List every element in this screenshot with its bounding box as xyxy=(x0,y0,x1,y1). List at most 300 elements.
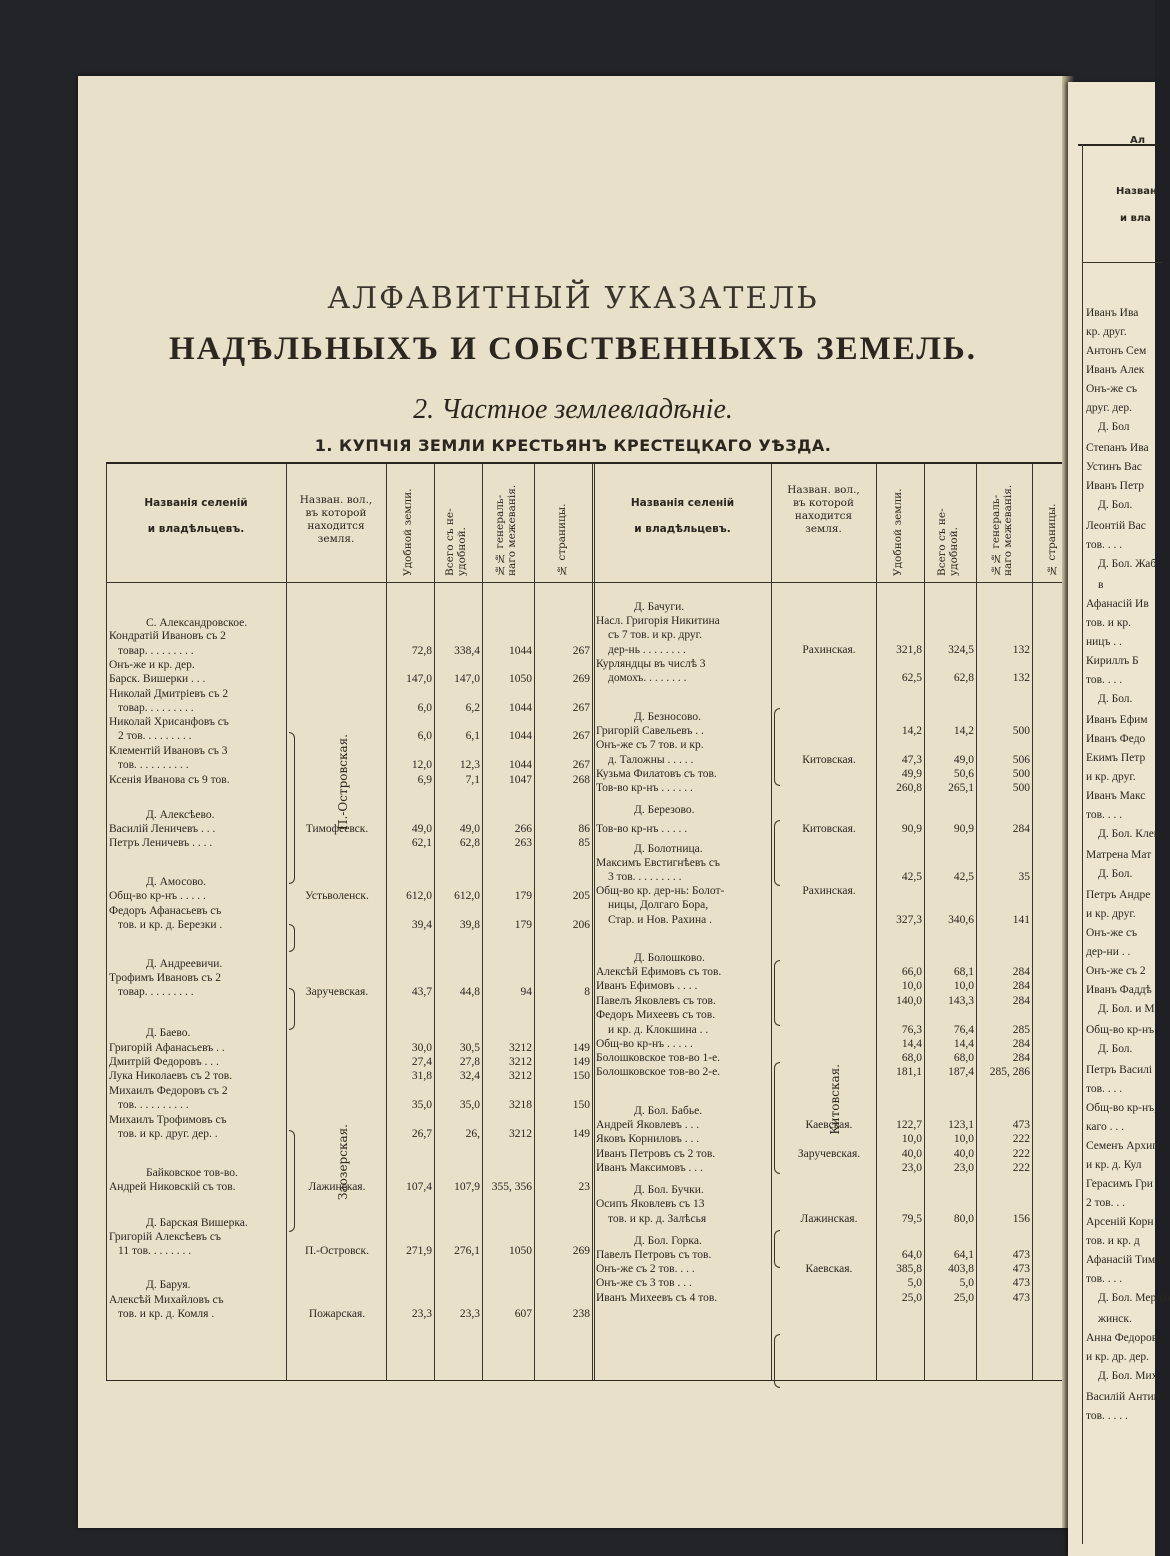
entry-udob: 14,2 xyxy=(901,725,922,737)
entry-volost: Китовская. xyxy=(802,754,856,766)
entry-name: Тов-во кр-нъ . . . . . . xyxy=(596,782,693,794)
next-page-line: и кр. др. дер. xyxy=(1086,1351,1150,1363)
next-page-line: Д. Бол. xyxy=(1098,1043,1133,1055)
entry-name: Трофимъ Ивановъ съ 2 xyxy=(109,972,222,984)
next-page-line: тов. . . . xyxy=(1086,674,1123,686)
entry-mezh: 94 xyxy=(520,986,532,998)
next-page-line: Д. Бол xyxy=(1098,421,1130,433)
entry-udob: 23,3 xyxy=(411,1308,432,1320)
entry-page: 267 xyxy=(572,759,590,771)
entry-name: тов. и кр. д. Комля . xyxy=(118,1308,215,1320)
entry-mezh: 263 xyxy=(514,837,532,849)
entry-vsego: 30,5 xyxy=(459,1042,480,1054)
entry-vsego: 6,1 xyxy=(465,730,480,742)
entry-volost: Устьволенск. xyxy=(305,890,369,902)
brace xyxy=(289,924,295,952)
entry-udob: 6,9 xyxy=(417,774,432,786)
entry-page: 267 xyxy=(572,645,590,657)
entry-name: товар. . . . . . . . . xyxy=(118,645,194,657)
entry-name: Онъ-же съ 7 тов. и кр. xyxy=(596,739,704,751)
entry-page: 238 xyxy=(572,1308,590,1320)
next-page-line: Афанасій Тимо xyxy=(1086,1254,1161,1266)
next-page-line: Иванъ Ефим xyxy=(1086,714,1148,726)
entry-name: Петръ Леничевъ . . . . xyxy=(109,837,213,849)
section-title: 2. Частное землевладѣніе. xyxy=(413,394,733,425)
entry-page: 150 xyxy=(572,1070,590,1082)
entry-name: Андрей Никовскій съ тов. xyxy=(109,1181,236,1193)
entry-name: Григорій Савельевъ . . xyxy=(596,725,704,737)
entry-name: С. Александровское. xyxy=(146,617,248,629)
entry-name: товар. . . . . . . . . xyxy=(118,702,194,714)
entry-udob: 23,0 xyxy=(901,1162,922,1174)
entry-vsego: 340,6 xyxy=(948,914,974,926)
entry-vsego: 49,0 xyxy=(459,823,480,835)
entry-page: 205 xyxy=(572,890,590,902)
next-page-line: Иванъ Петр xyxy=(1086,480,1144,492)
header-str: № страницы. xyxy=(556,503,568,576)
entry-udob: 31,8 xyxy=(411,1070,432,1082)
entry-mezh: 473 xyxy=(1012,1249,1030,1261)
entry-mezh: 1044 xyxy=(509,759,532,771)
header-str-right: № страницы. xyxy=(1046,503,1058,576)
brace xyxy=(289,988,295,1030)
header-vsego: Всего съ не-удобной. xyxy=(444,508,468,576)
entry-udob: 140,0 xyxy=(896,995,922,1007)
entry-mezh: 473 xyxy=(1012,1263,1030,1275)
entry-udob: 64,0 xyxy=(901,1249,922,1261)
entry-name: Насл. Григорія Никитина xyxy=(596,615,720,627)
entry-udob: 79,5 xyxy=(901,1213,922,1225)
entry-volost: Лажинская. xyxy=(800,1213,858,1225)
next-page-line: Леонтій Вас xyxy=(1086,520,1146,532)
entry-name: тов. . . . . . . . . . xyxy=(118,759,189,771)
entry-page: 269 xyxy=(572,673,590,685)
entry-name: Яковъ Корниловъ . . . xyxy=(596,1133,700,1145)
entry-mezh: 284 xyxy=(1012,1038,1030,1050)
entry-volost: Рахинская. xyxy=(802,644,856,656)
volost-zaozer-label: Заозерская. xyxy=(336,1124,350,1200)
entry-name: Онъ-же и кр. дер. xyxy=(109,659,195,671)
entry-vsego: 7,1 xyxy=(465,774,480,786)
entry-udob: 47,3 xyxy=(901,754,922,766)
entry-udob: 122,7 xyxy=(896,1119,922,1131)
entry-udob: 385,8 xyxy=(896,1263,922,1275)
entry-name: Д. Андреевичи. xyxy=(146,958,223,970)
brace xyxy=(774,708,780,786)
next-page-line: Арсеній Корн xyxy=(1086,1216,1154,1228)
entry-mezh: 132 xyxy=(1012,644,1030,656)
entry-vsego: 612,0 xyxy=(454,890,480,902)
entry-name: Д. Болошково. xyxy=(634,952,705,964)
header-udob-right: Удобной земли. xyxy=(892,488,904,576)
header-vsego-right: Всего съ не-удобной. xyxy=(936,508,960,576)
entry-udob: 260,8 xyxy=(896,782,922,794)
entry-vsego: 143,3 xyxy=(948,995,974,1007)
entry-name: Максимъ Евстигнѣевъ съ xyxy=(596,857,720,869)
next-page-line: Д. Бол. Клен xyxy=(1098,828,1160,840)
entry-udob: 14,4 xyxy=(901,1038,922,1050)
entry-name: Д. Березово. xyxy=(634,804,695,816)
entry-vsego: 6,2 xyxy=(465,702,480,714)
entry-name: Стар. и Нов. Рахина . xyxy=(608,914,712,926)
entry-udob: 66,0 xyxy=(901,966,922,978)
entry-name: тов. . . . . . . . . . xyxy=(118,1099,189,1111)
entry-name: Клементій Ивановъ съ 3 xyxy=(109,745,228,757)
entry-name: Алексѣй Михайловъ съ xyxy=(109,1294,224,1306)
entry-name: Д. Амосово. xyxy=(146,876,207,888)
entry-udob: 10,0 xyxy=(901,980,922,992)
entry-mezh: 607 xyxy=(514,1308,532,1320)
entry-udob: 147,0 xyxy=(406,673,432,685)
brace xyxy=(774,960,780,1026)
entry-name: Николай Дмитріевъ съ 2 xyxy=(109,688,229,700)
entry-mezh: 3212 xyxy=(509,1042,532,1054)
entry-udob: 12,0 xyxy=(411,759,432,771)
entry-vsego: 80,0 xyxy=(953,1213,974,1225)
entry-volost: Лажинская. xyxy=(308,1181,366,1193)
next-page-line: Иванъ Федо xyxy=(1086,733,1146,745)
entry-mezh: 3212 xyxy=(509,1128,532,1140)
entry-name: Федоръ Афанасьевъ съ xyxy=(109,905,222,917)
entry-name: Павелъ Яковлевъ съ тов. xyxy=(596,995,716,1007)
page-title: АЛФАВИТНЫЙ УКАЗАТЕЛЬ xyxy=(327,281,819,316)
entry-name: Федоръ Михеевъ съ тов. xyxy=(596,1009,716,1021)
entry-udob: 612,0 xyxy=(406,890,432,902)
next-page-line: Герасимъ Гри xyxy=(1086,1178,1153,1190)
next-page-line: Анна Федоров xyxy=(1086,1332,1158,1344)
entry-name: Онъ-же съ 3 тов . . . xyxy=(596,1277,692,1289)
entry-name: Василій Леничевъ . . . xyxy=(109,823,216,835)
next-page-line: тов. . . . . xyxy=(1086,1410,1128,1422)
next-page-line: и кр. друг. xyxy=(1086,771,1136,783)
entry-name: Иванъ Ефимовъ . . . . xyxy=(596,980,698,992)
entry-vsego: 39,8 xyxy=(459,919,480,931)
entry-mezh: 284 xyxy=(1012,995,1030,1007)
next-page-line: друг. дер. xyxy=(1086,402,1132,414)
entry-mezh: 473 xyxy=(1012,1119,1030,1131)
entry-mezh: 1044 xyxy=(509,645,532,657)
next-page-line: Д. Бол. Мерлю xyxy=(1098,1292,1170,1304)
entry-page: 269 xyxy=(572,1245,590,1257)
next-page-line: тов. . . . xyxy=(1086,539,1123,551)
entry-name: Общ-во кр-нъ . . . . . xyxy=(596,1038,693,1050)
subsection-title: 1. КУПЧІЯ ЗЕМЛИ КРЕСТЬЯНЪ КРЕСТЕЦКАГО УѢЗДА. xyxy=(314,436,832,455)
index-table xyxy=(106,462,1066,1381)
entry-vsego: 338,4 xyxy=(454,645,480,657)
entry-volost: Каевская. xyxy=(805,1263,853,1275)
entry-mezh: 132 xyxy=(1012,672,1030,684)
entry-mezh: 266 xyxy=(514,823,532,835)
next-page-line: Матрена Мат xyxy=(1086,849,1152,861)
entry-vsego: 5,0 xyxy=(959,1277,974,1289)
next-page-line: и кр. д. Кул xyxy=(1086,1159,1142,1171)
entry-vsego: 32,4 xyxy=(459,1070,480,1082)
entry-vsego: 49,0 xyxy=(953,754,974,766)
entry-vsego: 403,8 xyxy=(948,1263,974,1275)
entry-mezh: 156 xyxy=(1012,1213,1030,1225)
entry-name: Ксенія Иванова съ 9 тов. xyxy=(109,774,230,786)
entry-udob: 181,1 xyxy=(896,1066,922,1078)
entry-vsego: 64,1 xyxy=(953,1249,974,1261)
entry-vsego: 123,1 xyxy=(948,1119,974,1131)
entry-udob: 49,0 xyxy=(411,823,432,835)
entry-vsego: 68,0 xyxy=(953,1052,974,1064)
entry-name: Михаилъ Федоровъ съ 2 xyxy=(109,1085,228,1097)
entry-mezh: 1044 xyxy=(509,730,532,742)
next-page-line: тов. . . . xyxy=(1086,809,1123,821)
entry-mezh: 3212 xyxy=(509,1070,532,1082)
next-page-line: жинск. xyxy=(1098,1313,1132,1325)
entry-name: Павелъ Петровъ съ тов. xyxy=(596,1249,712,1261)
entry-page: 150 xyxy=(572,1099,590,1111)
entry-page: 206 xyxy=(572,919,590,931)
entry-page: 149 xyxy=(572,1128,590,1140)
entry-mezh: 35 xyxy=(1018,871,1030,883)
entry-mezh: 473 xyxy=(1012,1292,1030,1304)
entry-vsego: 42,5 xyxy=(953,871,974,883)
entry-name: Дмитрій Федоровъ . . . xyxy=(109,1056,219,1068)
next-page-line: Петръ Андре xyxy=(1086,889,1151,901)
entry-mezh: 284 xyxy=(1012,966,1030,978)
entry-volost: Заручевская. xyxy=(305,986,369,998)
next-page-line: Д. Бол. xyxy=(1098,499,1133,511)
entry-name: Болошковское тов-во 1-е. xyxy=(596,1052,721,1064)
entry-volost: Каевская. xyxy=(805,1119,853,1131)
volost-ostrov-label: П.-Островская. xyxy=(336,734,350,830)
entry-page: 267 xyxy=(572,730,590,742)
entry-udob: 68,0 xyxy=(901,1052,922,1064)
next-page-line: Д. Бол. xyxy=(1098,868,1133,880)
entry-mezh: 222 xyxy=(1012,1148,1030,1160)
entry-name: тов. и кр. д. Залѣсья xyxy=(608,1213,707,1225)
next-page-line: Онъ-же съ 2 xyxy=(1086,965,1146,977)
next-page-line: в xyxy=(1098,579,1104,591)
entry-name: Николай Хрисанфовъ съ xyxy=(109,716,229,728)
next-page-line: 2 тов. . . xyxy=(1086,1197,1126,1209)
entry-name: Иванъ Петровъ съ 2 тов. xyxy=(596,1148,716,1160)
entry-udob: 39,4 xyxy=(411,919,432,931)
next-page-line: тов. . . . xyxy=(1086,1273,1123,1285)
entry-page: 149 xyxy=(572,1042,590,1054)
next-page-line: тов. и кр. xyxy=(1086,617,1132,629)
entry-name: Д. Бачуги. xyxy=(634,601,685,613)
entry-udob: 30,0 xyxy=(411,1042,432,1054)
entry-mezh: 500 xyxy=(1012,768,1030,780)
entry-volost: Китовская. xyxy=(802,823,856,835)
entry-name: Лука Николаевъ съ 2 тов. xyxy=(109,1070,233,1082)
header-names-right: Названія селеній и владѣльцевъ. xyxy=(630,497,735,535)
entry-vsego: 147,0 xyxy=(454,673,480,685)
entry-volost: П.-Островск. xyxy=(304,1245,369,1257)
next-page-line: Петръ Василі xyxy=(1086,1064,1153,1076)
entry-mezh: 222 xyxy=(1012,1133,1030,1145)
header-udob: Удобной земли. xyxy=(402,488,414,576)
entry-udob: 27,4 xyxy=(411,1056,432,1068)
entry-udob: 35,0 xyxy=(411,1099,432,1111)
entry-volost: Заручевская. xyxy=(797,1148,861,1160)
page-subtitle: НАДѢЛЬНЫХЪ И СОБСТВЕННЫХЪ ЗЕМЕЛЬ. xyxy=(169,331,977,367)
entry-page: 267 xyxy=(572,702,590,714)
entry-page: 149 xyxy=(572,1056,590,1068)
next-page-fragment: Ал Назван и вла Иванъ Ива кр. друг. Антонъ Сем Иванъ Алек Онъ-же съ друг. дер. Д. Бол Степанъ Ива Устинъ Вас Иванъ Петр Д. Бол. Леонтій Вас тов. . . . Д. Бол. Жаб в Афанасій Ив тов. и кр. ницъ . . Кириллъ Б тов. . . . Д. Бол. Иванъ Ефим Иванъ Федо Екимъ Петр и кр. друг. Иванъ Макс тов. . . . Д. Бол. Клен Матрена Мат Д. Бол. Петръ Андре и кр. друг. Онъ-же съ дер-ни . . Онъ-же съ 2 Иванъ Фаддѣ Д. Бол. и М Общ-во кр-нъ Д. Бол. Петръ Василі тов. . . . Общ-во кр-нъ, каго . . . Семенъ Архип и кр. д. Кул Герасимъ Гри 2 тов. . . Арсеній Корн тов. и кр. д Афанасій Тимо тов. . . . Д. Бол. Мерлю жинск. Анна Федоров и кр. др. дер. Д. Бол. Мих Василій Антип тов. . . . . xyxy=(1068,82,1155,1556)
brace xyxy=(774,1334,780,1388)
entry-mezh: 3218 xyxy=(509,1099,532,1111)
next-page-line: Кириллъ Б xyxy=(1086,655,1139,667)
next-page-line: Общ-во кр-нъ, xyxy=(1086,1102,1157,1114)
entry-name: Байковское тов-во. xyxy=(146,1167,238,1179)
brace xyxy=(289,732,295,884)
entry-page: 85 xyxy=(578,837,590,849)
next-page-line: Иванъ Фаддѣ xyxy=(1086,984,1152,996)
entry-mezh: 284 xyxy=(1012,823,1030,835)
entry-name: Д. Баево. xyxy=(146,1027,191,1039)
entry-name: Д. Барская Вишерка. xyxy=(146,1217,248,1229)
entry-volost: Рахинская. xyxy=(802,885,856,897)
next-page-line: Афанасій Ив xyxy=(1086,598,1149,610)
entry-name: и кр. д. Клокшина . . xyxy=(608,1024,709,1036)
next-page-line: каго . . . xyxy=(1086,1121,1124,1133)
entry-vsego: 10,0 xyxy=(953,980,974,992)
entry-volost: Пожарская. xyxy=(308,1308,366,1320)
next-page-line: Степанъ Ива xyxy=(1086,442,1149,454)
entry-mezh: 1044 xyxy=(509,702,532,714)
entry-vsego: 276,1 xyxy=(454,1245,480,1257)
entry-udob: 6,0 xyxy=(417,702,432,714)
next-page-line: Иванъ Ива xyxy=(1086,307,1139,319)
entry-udob: 40,0 xyxy=(901,1148,922,1160)
entry-name: Григорій Алексѣевъ съ xyxy=(109,1231,221,1243)
entry-mezh: 500 xyxy=(1012,725,1030,737)
entry-mezh: 179 xyxy=(514,890,532,902)
entry-page: 86 xyxy=(578,823,590,835)
entry-name: съ 7 тов. и кр. друг. xyxy=(608,629,702,641)
entry-name: Андрей Яковлевъ . . . xyxy=(596,1119,700,1131)
next-page-line: Д. Бол. xyxy=(1098,693,1133,705)
entry-udob: 76,3 xyxy=(901,1024,922,1036)
entry-vsego: 27,8 xyxy=(459,1056,480,1068)
entry-name: тов. и кр. д. Березки . xyxy=(118,919,223,931)
entry-name: ницы, Долгаго Бора, xyxy=(608,899,709,911)
entry-name: 3 тов. . . . . . . . . xyxy=(608,871,682,883)
brace xyxy=(289,1130,295,1232)
entry-name: Болошковское тов-во 2-е. xyxy=(596,1066,721,1078)
entry-udob: 6,0 xyxy=(417,730,432,742)
entry-page: 8 xyxy=(584,986,590,998)
next-page-line: тов. и кр. д xyxy=(1086,1235,1140,1247)
entry-name: Михаилъ Трофимовъ съ xyxy=(109,1114,227,1126)
entry-vsego: 44,8 xyxy=(459,986,480,998)
entry-name: Кондратій Ивановъ съ 2 xyxy=(109,630,226,642)
next-page-line: Екимъ Петр xyxy=(1086,752,1146,764)
entry-name: Алексѣй Ефимовъ съ тов. xyxy=(596,966,722,978)
entry-vsego: 10,0 xyxy=(953,1133,974,1145)
next-page-line: Семенъ Архип xyxy=(1086,1140,1159,1152)
entry-vsego: 107,9 xyxy=(454,1181,480,1193)
header-volost: Назван. вол., въ которой находится земля. xyxy=(299,494,373,545)
entry-name: дер-нь . . . . . . . . xyxy=(608,644,686,656)
entry-udob: 42,5 xyxy=(901,871,922,883)
entry-name: д. Таложны . . . . . xyxy=(608,754,694,766)
entry-udob: 72,8 xyxy=(411,645,432,657)
entry-mezh: 285 xyxy=(1012,1024,1030,1036)
entry-vsego: 187,4 xyxy=(948,1066,974,1078)
next-page-line: ницъ . . xyxy=(1086,636,1122,648)
entry-mezh: 1047 xyxy=(509,774,532,786)
entry-udob: 10,0 xyxy=(901,1133,922,1145)
entry-name: Иванъ Михеевъ съ 4 тов. xyxy=(596,1292,718,1304)
entry-name: Общ-во кр-нъ . . . . . xyxy=(109,890,206,902)
entry-mezh: 141 xyxy=(1012,914,1030,926)
entry-name: Онъ-же съ 2 тов. . . . xyxy=(596,1263,695,1275)
entry-vsego: 35,0 xyxy=(459,1099,480,1111)
entry-mezh: 355, 356 xyxy=(491,1181,532,1193)
entry-name: Общ-во кр. дер-нь: Болот- xyxy=(596,885,725,897)
entry-vsego: 62,8 xyxy=(459,837,480,849)
entry-vsego: 76,4 xyxy=(953,1024,974,1036)
brace xyxy=(774,1230,780,1268)
entry-name: Барск. Вишерки . . . xyxy=(109,673,206,685)
entry-name: Иванъ Максимовъ . . . xyxy=(596,1162,703,1174)
entry-vsego: 265,1 xyxy=(948,782,974,794)
entry-vsego: 26, xyxy=(465,1128,480,1140)
next-page-line: тов. . . . xyxy=(1086,1083,1123,1095)
next-page-line: и кр. друг. xyxy=(1086,908,1136,920)
entry-udob: 107,4 xyxy=(406,1181,432,1193)
entry-mezh: 222 xyxy=(1012,1162,1030,1174)
entry-name: Д. Бол. Бучки. xyxy=(634,1184,704,1196)
entry-name: Осипъ Яковлевъ съ 13 xyxy=(596,1198,705,1210)
entry-udob: 62,1 xyxy=(411,837,432,849)
entry-udob: 49,9 xyxy=(901,768,922,780)
entry-vsego: 40,0 xyxy=(953,1148,974,1160)
entry-name: Тов-во кр-нъ . . . . . xyxy=(596,823,688,835)
entry-udob: 327,3 xyxy=(896,914,922,926)
entry-udob: 62,5 xyxy=(901,672,922,684)
entry-name: тов. и кр. друг. дер. . xyxy=(118,1128,218,1140)
entry-vsego: 68,1 xyxy=(953,966,974,978)
entry-name: Курляндцы въ числѣ 3 xyxy=(596,658,706,670)
document-page xyxy=(78,76,1068,1528)
entry-name: Д. Бол. Горка. xyxy=(634,1235,702,1247)
entry-vsego: 25,0 xyxy=(953,1292,974,1304)
entry-name: Д. Алексѣево. xyxy=(146,809,215,821)
entry-mezh: 473 xyxy=(1012,1277,1030,1289)
next-page-line: Иванъ Макс xyxy=(1086,790,1146,802)
next-page-line: кр. друг. xyxy=(1086,326,1127,338)
entry-vsego: 50,6 xyxy=(953,768,974,780)
next-page-line: Онъ-же съ xyxy=(1086,927,1138,939)
entry-name: домохъ. . . . . . . . xyxy=(608,672,687,684)
entry-mezh: 285, 286 xyxy=(989,1066,1030,1078)
header-mezh: №№ генераль-наго межеванія. xyxy=(494,484,518,576)
entry-mezh: 506 xyxy=(1012,754,1030,766)
header-names: Названія селеній и владѣльцевъ. xyxy=(144,497,248,535)
next-page-line: Антонъ Сем xyxy=(1086,345,1147,357)
entry-vsego: 23,3 xyxy=(459,1308,480,1320)
entry-name: Кузьма Филатовъ съ тов. xyxy=(596,768,717,780)
entry-page: 23 xyxy=(578,1181,590,1193)
entry-name: товар. . . . . . . . . xyxy=(118,986,194,998)
entry-volost: Тимофеевск. xyxy=(305,823,369,835)
entry-page: 268 xyxy=(572,774,590,786)
entry-vsego: 62,8 xyxy=(953,672,974,684)
entry-vsego: 14,2 xyxy=(953,725,974,737)
brace xyxy=(774,820,780,886)
next-page-line: Устинъ Вас xyxy=(1086,461,1142,473)
volost-kitov-label: Китовская. xyxy=(828,1064,842,1135)
entry-udob: 26,7 xyxy=(411,1128,432,1140)
entry-name: 11 тов. . . . . . . . xyxy=(118,1245,192,1257)
